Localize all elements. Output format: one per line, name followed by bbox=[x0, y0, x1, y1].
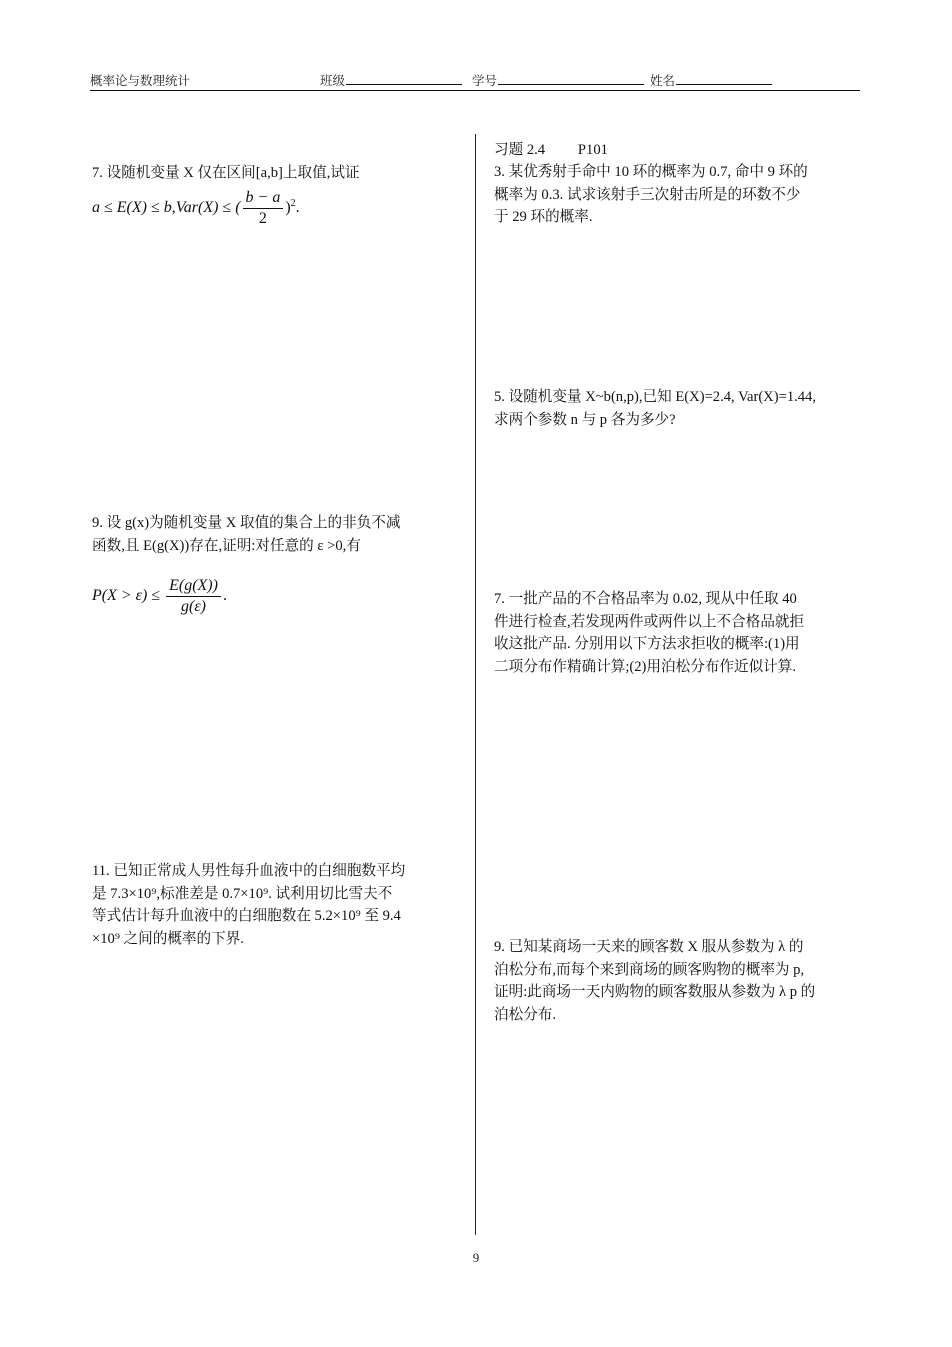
formula-expectation-variance-bound bbox=[92, 188, 300, 229]
name-label: 姓名 bbox=[650, 73, 676, 88]
question-text: 概率为 0.3. 试求该射手三次射击所是的环数不少 bbox=[494, 186, 801, 203]
question-text: 泊松分布,而每个来到商场的顾客购物的概率为 p, bbox=[494, 961, 805, 978]
column-divider bbox=[475, 134, 476, 1235]
student-id-field bbox=[472, 71, 644, 89]
question-text: 件进行检查,若发现两件或两件以上不合格品就拒 bbox=[494, 613, 805, 630]
formula-numerator: E(g(X)) bbox=[166, 576, 221, 597]
left-question-9 bbox=[92, 512, 462, 557]
question-text: 函数,且 E(g(X))存在,证明:对任意的 ε >0,有 bbox=[92, 537, 361, 554]
formula-end: . bbox=[295, 199, 300, 217]
class-blank[interactable] bbox=[346, 72, 462, 85]
question-text: 等式估计每升血液中的白细胞数在 5.2×10⁹ 至 9.4 bbox=[92, 908, 401, 924]
question-text: 证明:此商场一天内购物的顾客数服从参数为 λ p 的 bbox=[494, 984, 816, 1000]
formula-markov-inequality bbox=[92, 576, 227, 617]
question-text: 7. 设随机变量 X 仅在区间[a,b]上取值,试证 bbox=[92, 165, 360, 181]
formula-end: . bbox=[222, 587, 227, 605]
name-field bbox=[650, 71, 772, 89]
question-text: 9. 设 g(x)为随机变量 X 取值的集合上的非负不减 bbox=[92, 515, 401, 531]
formula-close-paren: ) bbox=[285, 199, 291, 217]
question-text: ×10⁹ 之间的概率的下界. bbox=[92, 930, 244, 947]
student-id-blank[interactable] bbox=[498, 72, 644, 85]
question-text: 11. 已知正常成人男性每升血液中的白细胞数平均 bbox=[92, 863, 406, 879]
question-text: 9. 已知某商场一天来的顾客数 X 服从参数为 λ 的 bbox=[494, 939, 804, 955]
question-text: 收这批产品. 分别用以下方法求拒收的概率:(1)用 bbox=[494, 636, 800, 652]
section-title: 习题 2.4 P101 bbox=[494, 142, 608, 158]
question-text: 是 7.3×10⁹,标准差是 0.7×10⁹. 试利用切比雪夫不 bbox=[92, 885, 393, 902]
course-title: 概率论与数理统计 bbox=[90, 73, 191, 88]
formula-denominator: 2 bbox=[258, 210, 267, 227]
formula-fraction bbox=[243, 188, 284, 229]
class-field bbox=[320, 71, 462, 89]
question-text: 求两个参数 n 与 p 各为多少? bbox=[494, 411, 676, 428]
right-question-7 bbox=[494, 588, 866, 678]
right-question-9 bbox=[494, 936, 866, 1026]
question-text: 5. 设随机变量 X~b(n,p),已知 E(X)=2.4, Var(X)=1.44, bbox=[494, 389, 817, 405]
formula-fraction bbox=[166, 576, 221, 617]
formula-exponent: 2 bbox=[290, 197, 296, 209]
left-question-11 bbox=[92, 860, 462, 950]
formula-lhs: a ≤ E(X) ≤ b,Var(X) ≤ ( bbox=[92, 199, 241, 217]
class-label: 班级 bbox=[320, 73, 346, 88]
page-header bbox=[90, 66, 860, 91]
page-number: 9 bbox=[472, 1250, 480, 1265]
question-text: 二项分布作精确计算;(2)用泊松分布作近似计算. bbox=[494, 658, 797, 675]
section-heading bbox=[494, 139, 866, 162]
question-text: 7. 一批产品的不合格品率为 0.02, 现从中任取 40 bbox=[494, 591, 797, 607]
right-question-5 bbox=[494, 386, 866, 431]
formula-numerator: b − a bbox=[243, 188, 284, 209]
left-question-7 bbox=[92, 162, 462, 185]
right-question-3 bbox=[494, 161, 866, 229]
question-text: 于 29 环的概率. bbox=[494, 209, 593, 225]
question-text: 泊松分布. bbox=[494, 1006, 557, 1023]
formula-lhs: P(X > ε) ≤ bbox=[92, 587, 165, 605]
formula-denominator: g(ε) bbox=[181, 598, 206, 615]
student-id-label: 学号 bbox=[472, 73, 498, 88]
name-blank[interactable] bbox=[676, 72, 772, 85]
question-text: 3. 某优秀射手命中 10 环的概率为 0.7, 命中 9 环的 bbox=[494, 164, 808, 180]
